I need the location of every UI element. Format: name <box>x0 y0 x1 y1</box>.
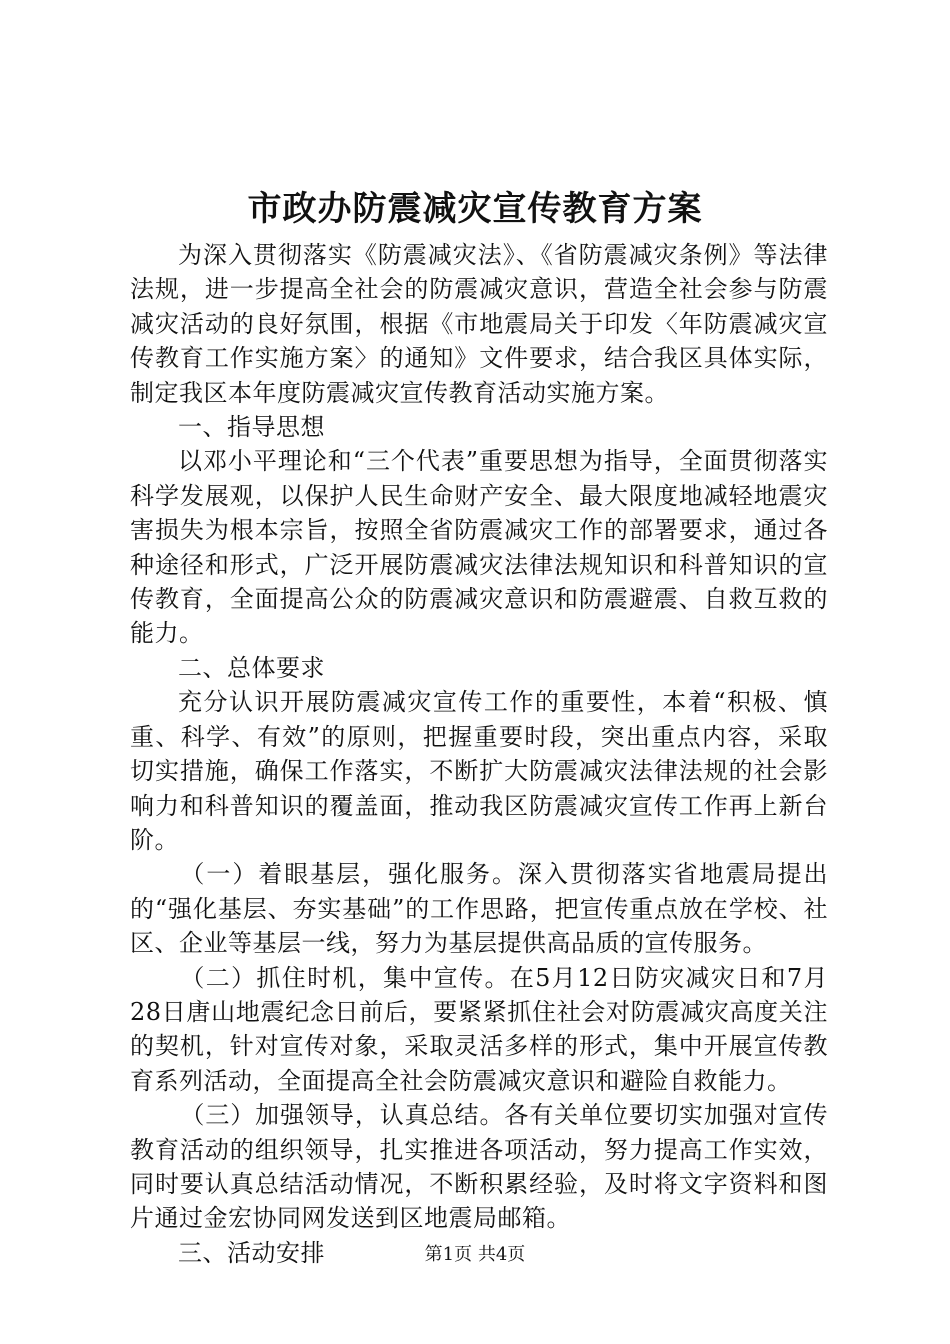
section-heading-activity-arrangement: 三、活动安排 <box>178 1238 325 1267</box>
section-heading-guiding-thought: 一、指导思想 <box>178 413 325 442</box>
requirement-item-2: （二）抓住时机，集中宣传。在5月12日防灾减灾日和7月28日唐山地震纪念日前后，要紧紧抓住社会对防震减灾高度关注的契机，针对宣传对象，采取灵活多样的形式，集中开展宣传教育系列活动，全面提高全社会防震减灾意识和避险自救能力。 <box>130 963 828 1095</box>
guiding-thought-paragraph: 以邓小平理论和“三个代表”重要思想为指导，全面贯彻落实科学发展观，以保护人民生命财产安全、最大限度地减轻地震灾害损失为根本宗旨，按照全省防震减灾工作的部署要求，通过各种途径和形式，广泛开展防震减灾法律法规知识和科普知识的宣传教育，全面提高公众的防震减灾意识和防震避震、自救互救的能力。 <box>130 447 828 648</box>
section-heading-general-requirements: 二、总体要求 <box>178 653 325 682</box>
requirement-item-3: （三）加强领导，认真总结。各有关单位要切实加强对宣传教育活动的组织领导，扎实推进各项活动，努力提高工作实效，同时要认真总结活动情况，不断积累经验，及时将文字资料和图片通过金宏协同网发送到区地震局邮箱。 <box>130 1101 828 1233</box>
general-requirements-paragraph: 充分认识开展防震减灾宣传工作的重要性，本着“积极、慎重、科学、有效”的原则，把握重要时段，突出重点内容，采取切实措施，确保工作落实，不断扩大防震减灾法律法规的社会影响力和科普知识的覆盖面，推动我区防震减灾宣传工作再上新台阶。 <box>130 688 828 854</box>
requirement-item-1: （一）着眼基层，强化服务。深入贯彻落实省地震局提出的“强化基层、夯实基础”的工作思路，把宣传重点放在学校、社区、企业等基层一线，努力为基层提供高品质的宣传服务。 <box>130 860 828 958</box>
document-body <box>130 238 828 1270</box>
page-number-footer: 第1页 共4页 <box>424 1244 526 1265</box>
document-title: 市政办防震减灾宣传教育方案 <box>247 189 703 229</box>
intro-paragraph: 为深入贯彻落实《防震减灾法》、《省防震减灾条例》等法律法规，进一步提高全社会的防震减灾意识，营造全社会参与防震减灾活动的良好氛围，根据《市地震局关于印发〈年防震减灾宣传教育工作实施方案〉的通知》文件要求，结合我区具体实际，制定我区本年度防震减灾宣传教育活动实施方案。 <box>130 241 828 407</box>
